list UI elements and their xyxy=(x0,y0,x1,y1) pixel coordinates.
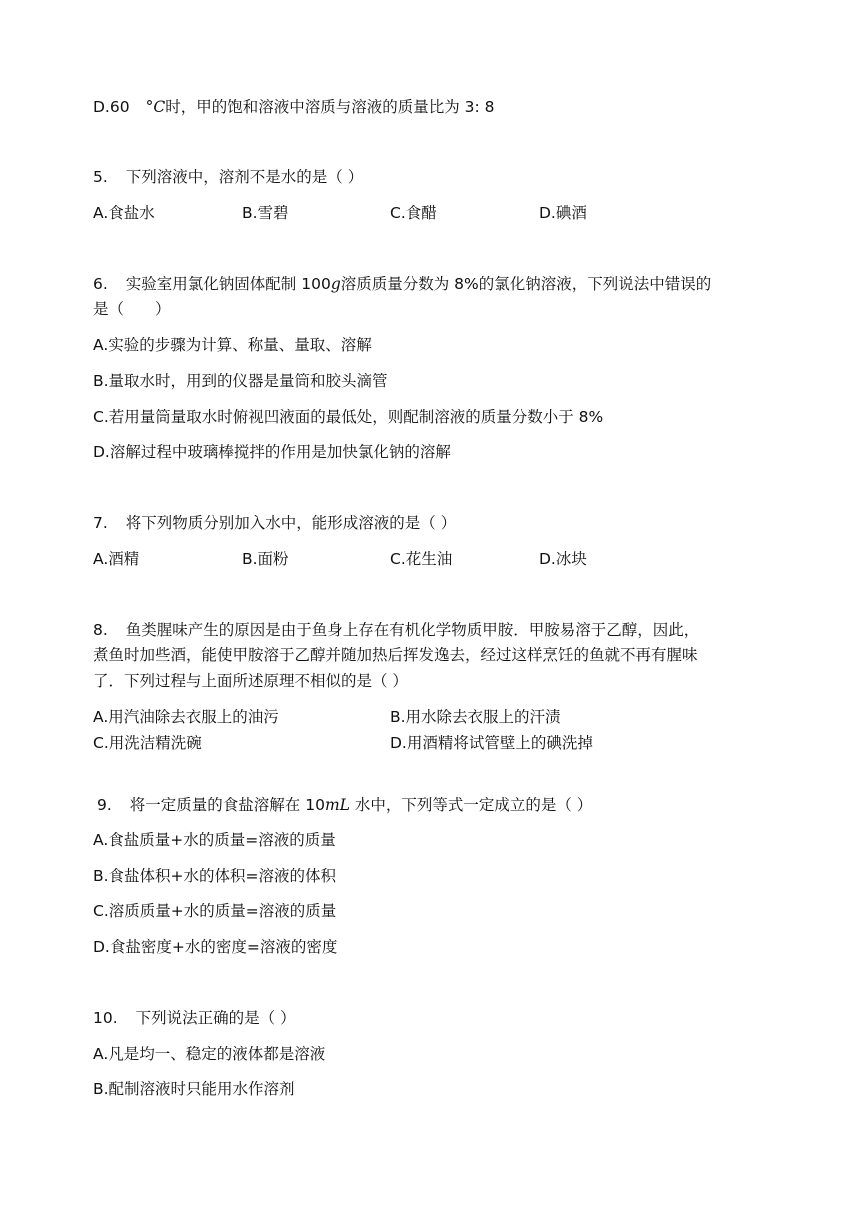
q7-option-c: C.花生油 xyxy=(390,550,453,568)
q9-stem-part1: 将一定质量的食盐溶解在 10 xyxy=(129,796,325,814)
q5-option-c: C.食醋 xyxy=(390,204,437,222)
q9-stem-unit: mL xyxy=(324,796,350,814)
q5-stem-text: 下列溶液中，溶剂不是水的是（ ） xyxy=(125,168,364,186)
q4-option-d xyxy=(93,96,495,118)
q9-option-b: B.食盐体积+水的体积=溶液的体积 xyxy=(93,867,337,885)
q6-option-a: A.实验的步骤为计算、称量、量取、溶解 xyxy=(93,336,372,354)
q9-stem xyxy=(97,794,592,816)
q7-stem-text: 将下列物质分别加入水中，能形成溶液的是（ ） xyxy=(125,514,457,532)
q9-number: 9. xyxy=(97,796,112,814)
q8-number: 8. xyxy=(93,621,108,639)
q5-stem xyxy=(93,166,363,188)
q9-option-a: A.食盐质量+水的质量=溶液的质量 xyxy=(93,831,336,849)
q10-number: 10. xyxy=(93,1009,118,1027)
q8-stem-line1-text: 鱼类腥味产生的原因是由于鱼身上存在有机化学物质甲胺．甲胺易溶于乙醇，因此， xyxy=(125,621,700,639)
q8-stem-line1 xyxy=(93,619,699,641)
q6-stem-line1 xyxy=(93,273,711,295)
q4-option-d-text: 时，甲的饱和溶液中溶质与溶液的质量比为 3: 8 xyxy=(165,98,495,116)
q4-option-d-unit: °C xyxy=(145,98,166,116)
q8-option-a: A.用汽油除去衣服上的油污 xyxy=(93,708,279,726)
q6-option-b: B.量取水时，用到的仪器是量筒和胶头滴管 xyxy=(93,372,388,390)
q6-stem-part1: 实验室用氯化钠固体配制 100 xyxy=(125,275,331,293)
q10-stem xyxy=(93,1007,296,1029)
q6-stem-part2: 溶质质量分数为 8%的氯化钠溶液，下列说法中错误的 xyxy=(340,275,712,293)
q7-number: 7. xyxy=(93,514,108,532)
q8-stem-line3: 了．下列过程与上面所述原理不相似的是（ ） xyxy=(93,672,408,690)
q6-option-c: C.若用量筒量取水时俯视凹液面的最低处，则配制溶液的质量分数小于 8% xyxy=(93,408,604,426)
q9-stem-part2: 水中，下列等式一定成立的是（ ） xyxy=(349,796,593,814)
q7-option-b: B.面粉 xyxy=(242,550,289,568)
q4-option-d-prefix: D.60 xyxy=(93,98,130,116)
q5-option-b: B.雪碧 xyxy=(242,204,289,222)
q10-stem-text: 下列说法正确的是（ ） xyxy=(135,1009,296,1027)
q7-option-d: D.冰块 xyxy=(539,550,587,568)
q5-option-a: A.食盐水 xyxy=(93,204,155,222)
q8-option-c: C.用洗洁精洗碗 xyxy=(93,734,202,752)
q6-number: 6. xyxy=(93,275,108,293)
q8-stem-line2: 煮鱼时加些酒，能使甲胺溶于乙醇并随加热后挥发逸去，经过这样烹饪的鱼就不再有腥味 xyxy=(93,646,698,664)
q6-stem-unit: g xyxy=(330,275,341,293)
q9-option-c: C.溶质质量+水的质量=溶液的质量 xyxy=(93,902,337,920)
q8-option-b: B.用水除去衣服上的汗渍 xyxy=(390,708,561,726)
q7-stem xyxy=(93,512,456,534)
q8-option-d: D.用酒精将试管壁上的碘洗掉 xyxy=(390,734,593,752)
q6-stem-line2: 是（ ） xyxy=(93,300,171,318)
q6-option-d: D.溶解过程中玻璃棒搅拌的作用是加快氯化钠的溶解 xyxy=(93,443,451,461)
q9-option-d: D.食盐密度+水的密度=溶液的密度 xyxy=(93,938,338,956)
q5-option-d: D.碘酒 xyxy=(539,204,587,222)
q7-option-a: A.酒精 xyxy=(93,550,140,568)
q10-option-b: B.配制溶液时只能用水作溶剂 xyxy=(93,1080,295,1098)
q10-option-a: A.凡是均一、稳定的液体都是溶液 xyxy=(93,1045,326,1063)
q5-number: 5. xyxy=(93,168,108,186)
